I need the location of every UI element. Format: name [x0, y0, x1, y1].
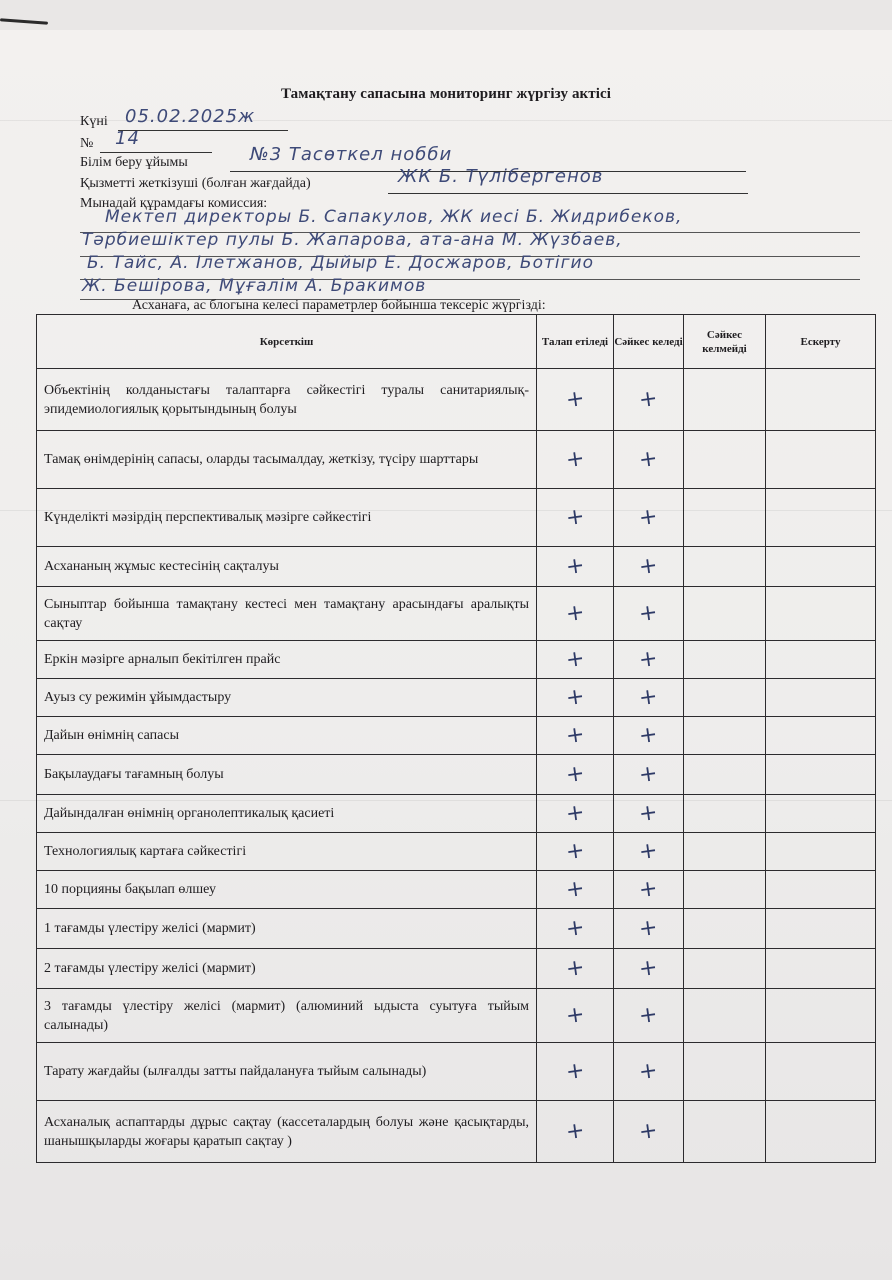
table-row: [37, 1043, 876, 1101]
table-row: [37, 369, 876, 431]
complies-mark: +: [637, 760, 660, 789]
not-complies-cell: [684, 431, 766, 489]
indicator-cell: Сыныптар бойынша тамақтану кестесі мен тамақтану арасындағы аралықты сақтау: [37, 587, 537, 641]
note-cell: [766, 641, 876, 679]
table-row: [37, 587, 876, 641]
required-mark: +: [564, 954, 586, 983]
required-cell: [537, 489, 614, 547]
indicator-cell: Тамақ өнімдерінің сапасы, оларды тасымалдау, жеткізу, түсіру шарттары: [37, 431, 537, 489]
required-cell: [537, 717, 614, 755]
complies-cell: [614, 833, 684, 871]
date-value: 05.02.2025ж: [125, 106, 256, 127]
required-mark: +: [564, 445, 586, 474]
complies-cell: [614, 1043, 684, 1101]
not-complies-cell: [684, 909, 766, 949]
not-complies-cell: [684, 795, 766, 833]
required-cell: [537, 547, 614, 587]
complies-cell: [614, 431, 684, 489]
complies-mark: +: [637, 599, 660, 628]
indicator-cell: Ауыз су режимін ұйымдастыру: [37, 679, 537, 717]
header-note: Ескерту: [766, 315, 876, 369]
note-cell: [766, 871, 876, 909]
not-complies-cell: [684, 1101, 766, 1163]
not-complies-cell: [684, 679, 766, 717]
complies-cell: [614, 909, 684, 949]
complies-mark: +: [637, 503, 660, 532]
table-row: [37, 833, 876, 871]
number-value: 14: [115, 128, 140, 149]
complies-cell: [614, 1101, 684, 1163]
required-cell: [537, 1043, 614, 1101]
table-row: [37, 717, 876, 755]
required-mark: +: [564, 760, 586, 789]
commission-member-line: Ж. Бешірова, Мұғалім А. Бракимов: [82, 276, 427, 296]
note-cell: [766, 833, 876, 871]
complies-cell: [614, 369, 684, 431]
not-complies-cell: [684, 949, 766, 989]
header-complies: Сәйкес келеді: [614, 315, 684, 369]
note-cell: [766, 431, 876, 489]
document-title: Тамақтану сапасына мониторинг жүргізу актісі: [280, 86, 612, 102]
not-complies-cell: [684, 833, 766, 871]
required-cell: [537, 587, 614, 641]
indicator-cell: 10 порцияны бақылап өлшеу: [37, 871, 537, 909]
not-complies-cell: [684, 547, 766, 587]
note-cell: [766, 989, 876, 1043]
required-mark: +: [564, 1001, 586, 1030]
required-cell: [537, 909, 614, 949]
required-mark: +: [564, 914, 586, 943]
note-cell: [766, 587, 876, 641]
note-cell: [766, 489, 876, 547]
required-mark: +: [564, 875, 586, 904]
indicator-cell: 1 тағамды үлестіру желісі (мармит): [37, 909, 537, 949]
note-cell: [766, 795, 876, 833]
required-cell: [537, 431, 614, 489]
indicator-cell: Тарату жағдайы (ылғалды затты пайдалануға тыйым салынады): [37, 1043, 537, 1101]
complies-mark: +: [637, 799, 660, 828]
supplier-underline: [388, 193, 748, 194]
complies-cell: [614, 547, 684, 587]
supplier-label: Қызметті жеткізуші (болған жағдайда): [80, 176, 311, 191]
school-value: №3 Тасөткел нобби: [250, 144, 453, 165]
indicator-cell: Еркін мәзірге арналып бекітілген прайс: [37, 641, 537, 679]
table-row: [37, 489, 876, 547]
not-complies-cell: [684, 755, 766, 795]
complies-mark: +: [637, 954, 660, 983]
required-cell: [537, 989, 614, 1043]
complies-mark: +: [637, 1057, 660, 1086]
required-mark: +: [564, 837, 586, 866]
commission-member-line: Мектеп директоры Б. Сапакулов, ЖК иесі Б. Жидрибеков,: [105, 207, 683, 227]
required-cell: [537, 679, 614, 717]
indicator-cell: 2 тағамды үлестіру желісі (мармит): [37, 949, 537, 989]
note-cell: [766, 1101, 876, 1163]
indicator-cell: Асхананың жұмыс кестесінің сақталуы: [37, 547, 537, 587]
not-complies-cell: [684, 989, 766, 1043]
indicator-cell: Күнделікті мәзірдің перспективалық мәзірге сәйкестігі: [37, 489, 537, 547]
intro-text: Асханаға, ас блогына келесі параметрлер бойынша тексеріс жүргізді:: [132, 298, 546, 313]
number-underline: [100, 152, 212, 153]
complies-mark: +: [637, 645, 660, 674]
indicator-cell: Асханалық аспаптарды дұрыс сақтау (кассеталардың болуы және қасықтарды, шанышқыларды жоғары қаратып сақтау ): [37, 1101, 537, 1163]
complies-mark: +: [637, 385, 660, 414]
table-row: [37, 547, 876, 587]
inspection-table: [36, 314, 876, 1163]
table-row: [37, 989, 876, 1043]
table-header-row: [37, 315, 876, 369]
indicator-cell: 3 тағамды үлестіру желісі (мармит) (алюминий ыдыста суытуға тыйым салынады): [37, 989, 537, 1043]
not-complies-cell: [684, 587, 766, 641]
complies-cell: [614, 755, 684, 795]
note-cell: [766, 717, 876, 755]
indicator-cell: Дайындалған өнімнің органолептикалық қасиеті: [37, 795, 537, 833]
complies-cell: [614, 641, 684, 679]
date-label: Күні: [80, 114, 108, 129]
required-mark: +: [564, 385, 586, 414]
note-cell: [766, 369, 876, 431]
complies-cell: [614, 679, 684, 717]
required-cell: [537, 755, 614, 795]
table-row: [37, 431, 876, 489]
complies-cell: [614, 587, 684, 641]
commission-label: Мынадай құрамдағы комиссия:: [80, 196, 268, 211]
note-cell: [766, 909, 876, 949]
not-complies-cell: [684, 1043, 766, 1101]
not-complies-cell: [684, 489, 766, 547]
required-mark: +: [564, 645, 586, 674]
table-row: [37, 1101, 876, 1163]
table-row: [37, 909, 876, 949]
required-mark: +: [564, 721, 586, 750]
table-row: [37, 949, 876, 989]
pen-scratch-mark: [0, 18, 48, 24]
complies-mark: +: [637, 552, 660, 581]
table-row: [37, 871, 876, 909]
not-complies-cell: [684, 641, 766, 679]
complies-cell: [614, 989, 684, 1043]
indicator-cell: Объектінің колданыстағы талаптарға сәйкестігі туралы санитариялық-эпидемиологиялық қорытындының болуы: [37, 369, 537, 431]
complies-cell: [614, 489, 684, 547]
commission-member-line: Тәрбиешіктер пулы Б. Жапарова, ата-ана М. Жүзбаев,: [82, 230, 623, 250]
table-row: [37, 641, 876, 679]
header-indicator: Көрсеткіш: [37, 315, 537, 369]
required-mark: +: [564, 503, 586, 532]
required-mark: +: [564, 1057, 586, 1086]
complies-cell: [614, 949, 684, 989]
header-required: Талап етіледі: [537, 315, 614, 369]
not-complies-cell: [684, 717, 766, 755]
not-complies-cell: [684, 369, 766, 431]
complies-mark: +: [637, 445, 660, 474]
supplier-value: ЖК Б. Түлібергенов: [398, 166, 604, 187]
note-cell: [766, 755, 876, 795]
required-cell: [537, 369, 614, 431]
complies-mark: +: [637, 683, 660, 712]
commission-member-line: Б. Тайс, А. Ілетжанов, Дыйыр Е. Досжаров, Ботігио: [87, 253, 594, 273]
school-label: Білім беру ұйымы: [80, 155, 188, 170]
required-cell: [537, 1101, 614, 1163]
complies-cell: [614, 871, 684, 909]
required-cell: [537, 949, 614, 989]
complies-mark: +: [637, 1001, 660, 1030]
required-cell: [537, 871, 614, 909]
required-cell: [537, 641, 614, 679]
complies-mark: +: [637, 914, 660, 943]
number-label: №: [80, 136, 94, 151]
note-cell: [766, 1043, 876, 1101]
complies-mark: +: [637, 837, 660, 866]
not-complies-cell: [684, 871, 766, 909]
required-mark: +: [564, 552, 586, 581]
date-underline: [118, 130, 288, 131]
required-mark: +: [564, 599, 586, 628]
table-row: [37, 679, 876, 717]
complies-cell: [614, 717, 684, 755]
required-mark: +: [564, 1117, 586, 1146]
required-mark: +: [564, 683, 586, 712]
required-mark: +: [564, 799, 586, 828]
table-row: [37, 755, 876, 795]
required-cell: [537, 833, 614, 871]
indicator-cell: Технологиялық картаға сәйкестігі: [37, 833, 537, 871]
complies-mark: +: [637, 875, 660, 904]
required-cell: [537, 795, 614, 833]
header-not-complies: Сәйкес келмейді: [684, 315, 766, 369]
complies-mark: +: [637, 1117, 660, 1146]
note-cell: [766, 547, 876, 587]
indicator-cell: Дайын өнімнің сапасы: [37, 717, 537, 755]
complies-cell: [614, 795, 684, 833]
complies-mark: +: [637, 721, 660, 750]
note-cell: [766, 679, 876, 717]
table-row: [37, 795, 876, 833]
note-cell: [766, 949, 876, 989]
indicator-cell: Бақылаудағы тағамның болуы: [37, 755, 537, 795]
